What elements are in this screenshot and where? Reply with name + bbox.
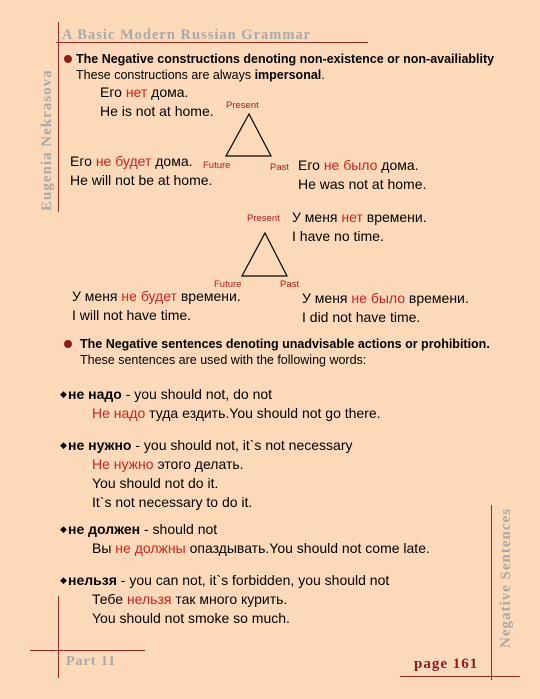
tri2-future-label: Future (214, 279, 242, 290)
list-item: ◆ не надо - you should not, do not Не надо туда ездить.You should not go there. (60, 386, 381, 421)
diamond-bullet-icon: ◆ (60, 575, 67, 585)
diamond-bullet-icon: ◆ (60, 524, 67, 534)
tri1-future-example: Его не будет дома. He will not be at home. (70, 153, 213, 188)
tri1-present-example: Его нет дома. He is not at home. (100, 84, 214, 119)
diamond-bullet-icon: ◆ (60, 440, 67, 450)
footer-rule (400, 676, 520, 677)
tri1-past-label: Past (270, 162, 290, 173)
left-vertical-rule (58, 22, 59, 212)
tri2-present-label: Present (247, 213, 280, 224)
author-name: Eugenia Nekrasova (39, 69, 55, 211)
tri1-present-label: Present (226, 100, 259, 111)
section2-heading: The Negative sentences denoting unadvisable actions or prohibition. (80, 337, 490, 351)
section1-subtitle: These constructions are always impersonal. (76, 68, 325, 82)
list-item: ◆ не должен - should not Вы не должны опаздывать.You should not come late. (60, 521, 430, 556)
tri2-future-example: У меня не будет времени. I will not have time. (72, 288, 241, 323)
tri1-future-label: Future (203, 160, 231, 171)
section2-bullet (64, 340, 72, 348)
section1-bullet (64, 55, 72, 63)
page-number: page 161 (414, 656, 479, 672)
list-item: ◆ не нужно - you should not, it`s not necessary Не нужно этого делать. You should not do it. It`s not necessary to do it. (60, 437, 353, 510)
diamond-bullet-icon: ◆ (60, 389, 67, 399)
list-item: ◆ нельзя - you can not, it`s forbidden, you should not Тебе нельзя так много курить. You should not smoke so much. (60, 572, 390, 626)
bottom-left-vertical-rule (58, 596, 59, 678)
section-title: Negative Sentences (498, 507, 514, 648)
part-label: Part 11 (66, 654, 117, 669)
tri2-past-example: У меня не было времени. I did not have time. (302, 290, 469, 325)
bottom-left-horizontal-rule (30, 650, 145, 651)
tense-triangle-2 (235, 228, 295, 280)
tense-triangle-1 (219, 108, 279, 160)
section2-subtitle: These sentences are used with the following words: (80, 353, 367, 367)
book-title: A Basic Modern Russian Grammar (62, 27, 312, 43)
tri1-past-example: Его не было дома. He was not at home. (298, 157, 427, 192)
tri2-past-label: Past (280, 279, 300, 290)
section1-heading: The Negative constructions denoting non-existence or non-availiablity (76, 52, 495, 66)
tri2-present-example: У меня нет времени. I have no time. (292, 209, 427, 244)
right-vertical-rule (491, 505, 492, 680)
